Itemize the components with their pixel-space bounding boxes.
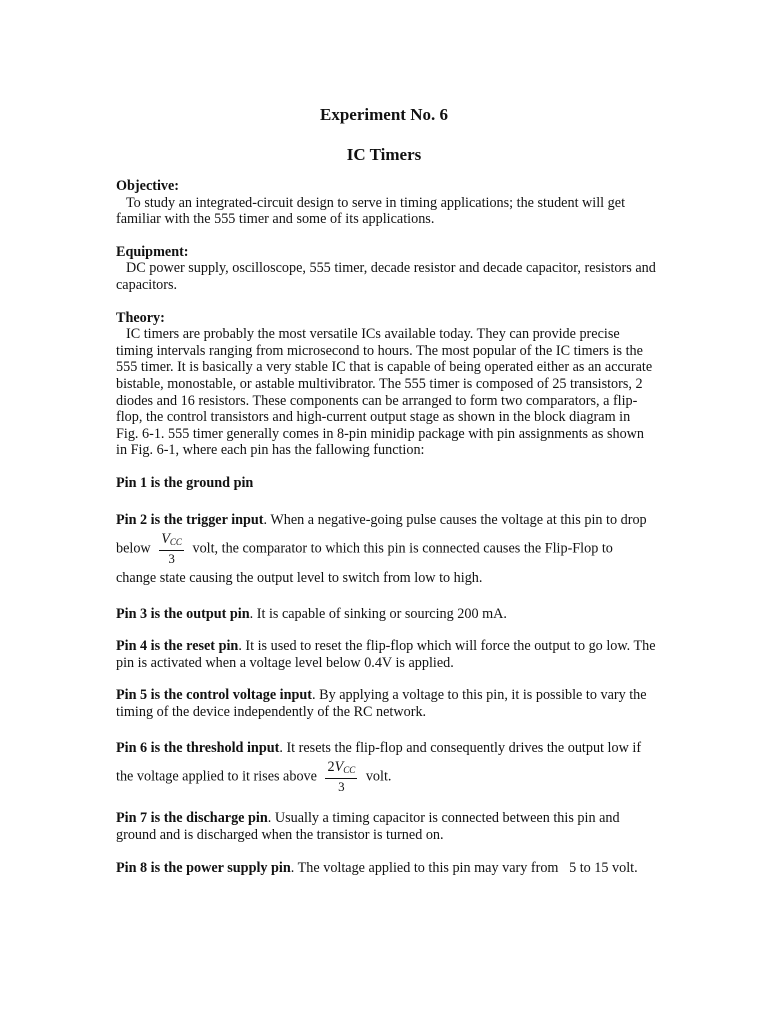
pin2-text-b: volt, the comparator to which this pin is connected causes the Flip-Flop to change state causing the output level to switch from low to high. bbox=[116, 539, 613, 586]
pin4-label: Pin 4 is the reset pin bbox=[116, 638, 239, 655]
pin6-text-a: . It resets the flip-flop and consequently drives the output low if the voltage applied to it rises above bbox=[116, 740, 642, 785]
pin4-paragraph bbox=[116, 638, 656, 671]
pin1-label: Pin 1 is the ground pin bbox=[116, 474, 254, 491]
theory-text: IC timers are probably the most versatile ICs available today. They can provide precise timing intervals ranging from microsecond to hours. The most popular of the IC timers is the 555 timer. It is basically a very stable IC that is capable of being operated either as an accurate bistable, monostable, or astable multivibrator. The 555 timer is composed of 25 transistors, 2 diodes and 16 resistors. These components can be arranged to form two comparators, a flip-flop, the control transistors and high-current output stage as shown in the block diagram in Fig. 6-1. 555 timer generally comes in 8-pin minidip package with pin assignments as shown in Fig. 6-1, where each pin has the fallowing function: bbox=[116, 326, 653, 459]
pin7-paragraph bbox=[116, 810, 656, 843]
pin4-text: . It is used to reset the flip-flop which will force the output to go low. The pin is activated when a voltage level below 0.4V is applied. bbox=[116, 638, 656, 671]
pin6-text-b: volt. bbox=[365, 768, 392, 785]
pin3-label: Pin 3 is the output pin bbox=[116, 605, 250, 622]
fraction-numerator: $2V_{CC}$ bbox=[325, 760, 357, 779]
page-title: Experiment No. 6 bbox=[320, 105, 448, 124]
pin8-paragraph bbox=[116, 860, 656, 877]
page-subtitle: IC Timers bbox=[346, 145, 422, 164]
pin8-label: Pin 8 is the power supply pin bbox=[116, 859, 291, 876]
2vcc-over-3-fraction bbox=[325, 760, 357, 794]
fraction-denominator: 3 bbox=[338, 779, 345, 795]
pin7-label: Pin 7 is the discharge pin bbox=[116, 810, 268, 827]
pin5-text: . By applying a voltage to this pin, it is possible to vary the timing of the device independently of the RC network. bbox=[116, 687, 647, 720]
document-body bbox=[116, 178, 656, 876]
pin1-paragraph bbox=[116, 475, 656, 492]
equipment-heading: Equipment: bbox=[116, 243, 189, 260]
pin7-text: . Usually a timing capacitor is connected between this pin and ground and is discharged when the transistor is turned on. bbox=[116, 810, 620, 844]
pin8-text: . The voltage applied to this pin may vary from 5 to 15 volt. bbox=[290, 859, 638, 876]
vcc-over-3-fraction bbox=[159, 532, 184, 566]
pin5-paragraph bbox=[116, 687, 656, 720]
pin3-text: . It is capable of sinking or sourcing 200 mA. bbox=[249, 605, 507, 622]
pin6-label: Pin 6 is the threshold input bbox=[116, 740, 280, 757]
pin6-paragraph bbox=[116, 736, 656, 794]
fraction-numerator: $V_{CC}$ bbox=[159, 532, 184, 551]
pin2-paragraph bbox=[116, 508, 656, 590]
pin2-label: Pin 2 is the trigger input bbox=[116, 511, 264, 528]
equipment-text: DC power supply, oscilloscope, 555 timer, decade resistor and decade capacitor, resistors and capacitors. bbox=[116, 260, 656, 293]
objective-heading: Objective: bbox=[116, 178, 180, 194]
objective-text: To study an integrated-circuit design to serve in timing applications; the student will get familiar with the 555 timer and some of its applications. bbox=[116, 194, 626, 228]
pin5-label: Pin 5 is the control voltage input bbox=[116, 687, 313, 704]
pin3-paragraph bbox=[116, 606, 656, 623]
fraction-denominator: 3 bbox=[168, 550, 175, 566]
pin2-text-a: . When a negative-going pulse causes the voltage at this pin to drop below bbox=[116, 511, 647, 556]
theory-heading: Theory: bbox=[116, 309, 165, 326]
